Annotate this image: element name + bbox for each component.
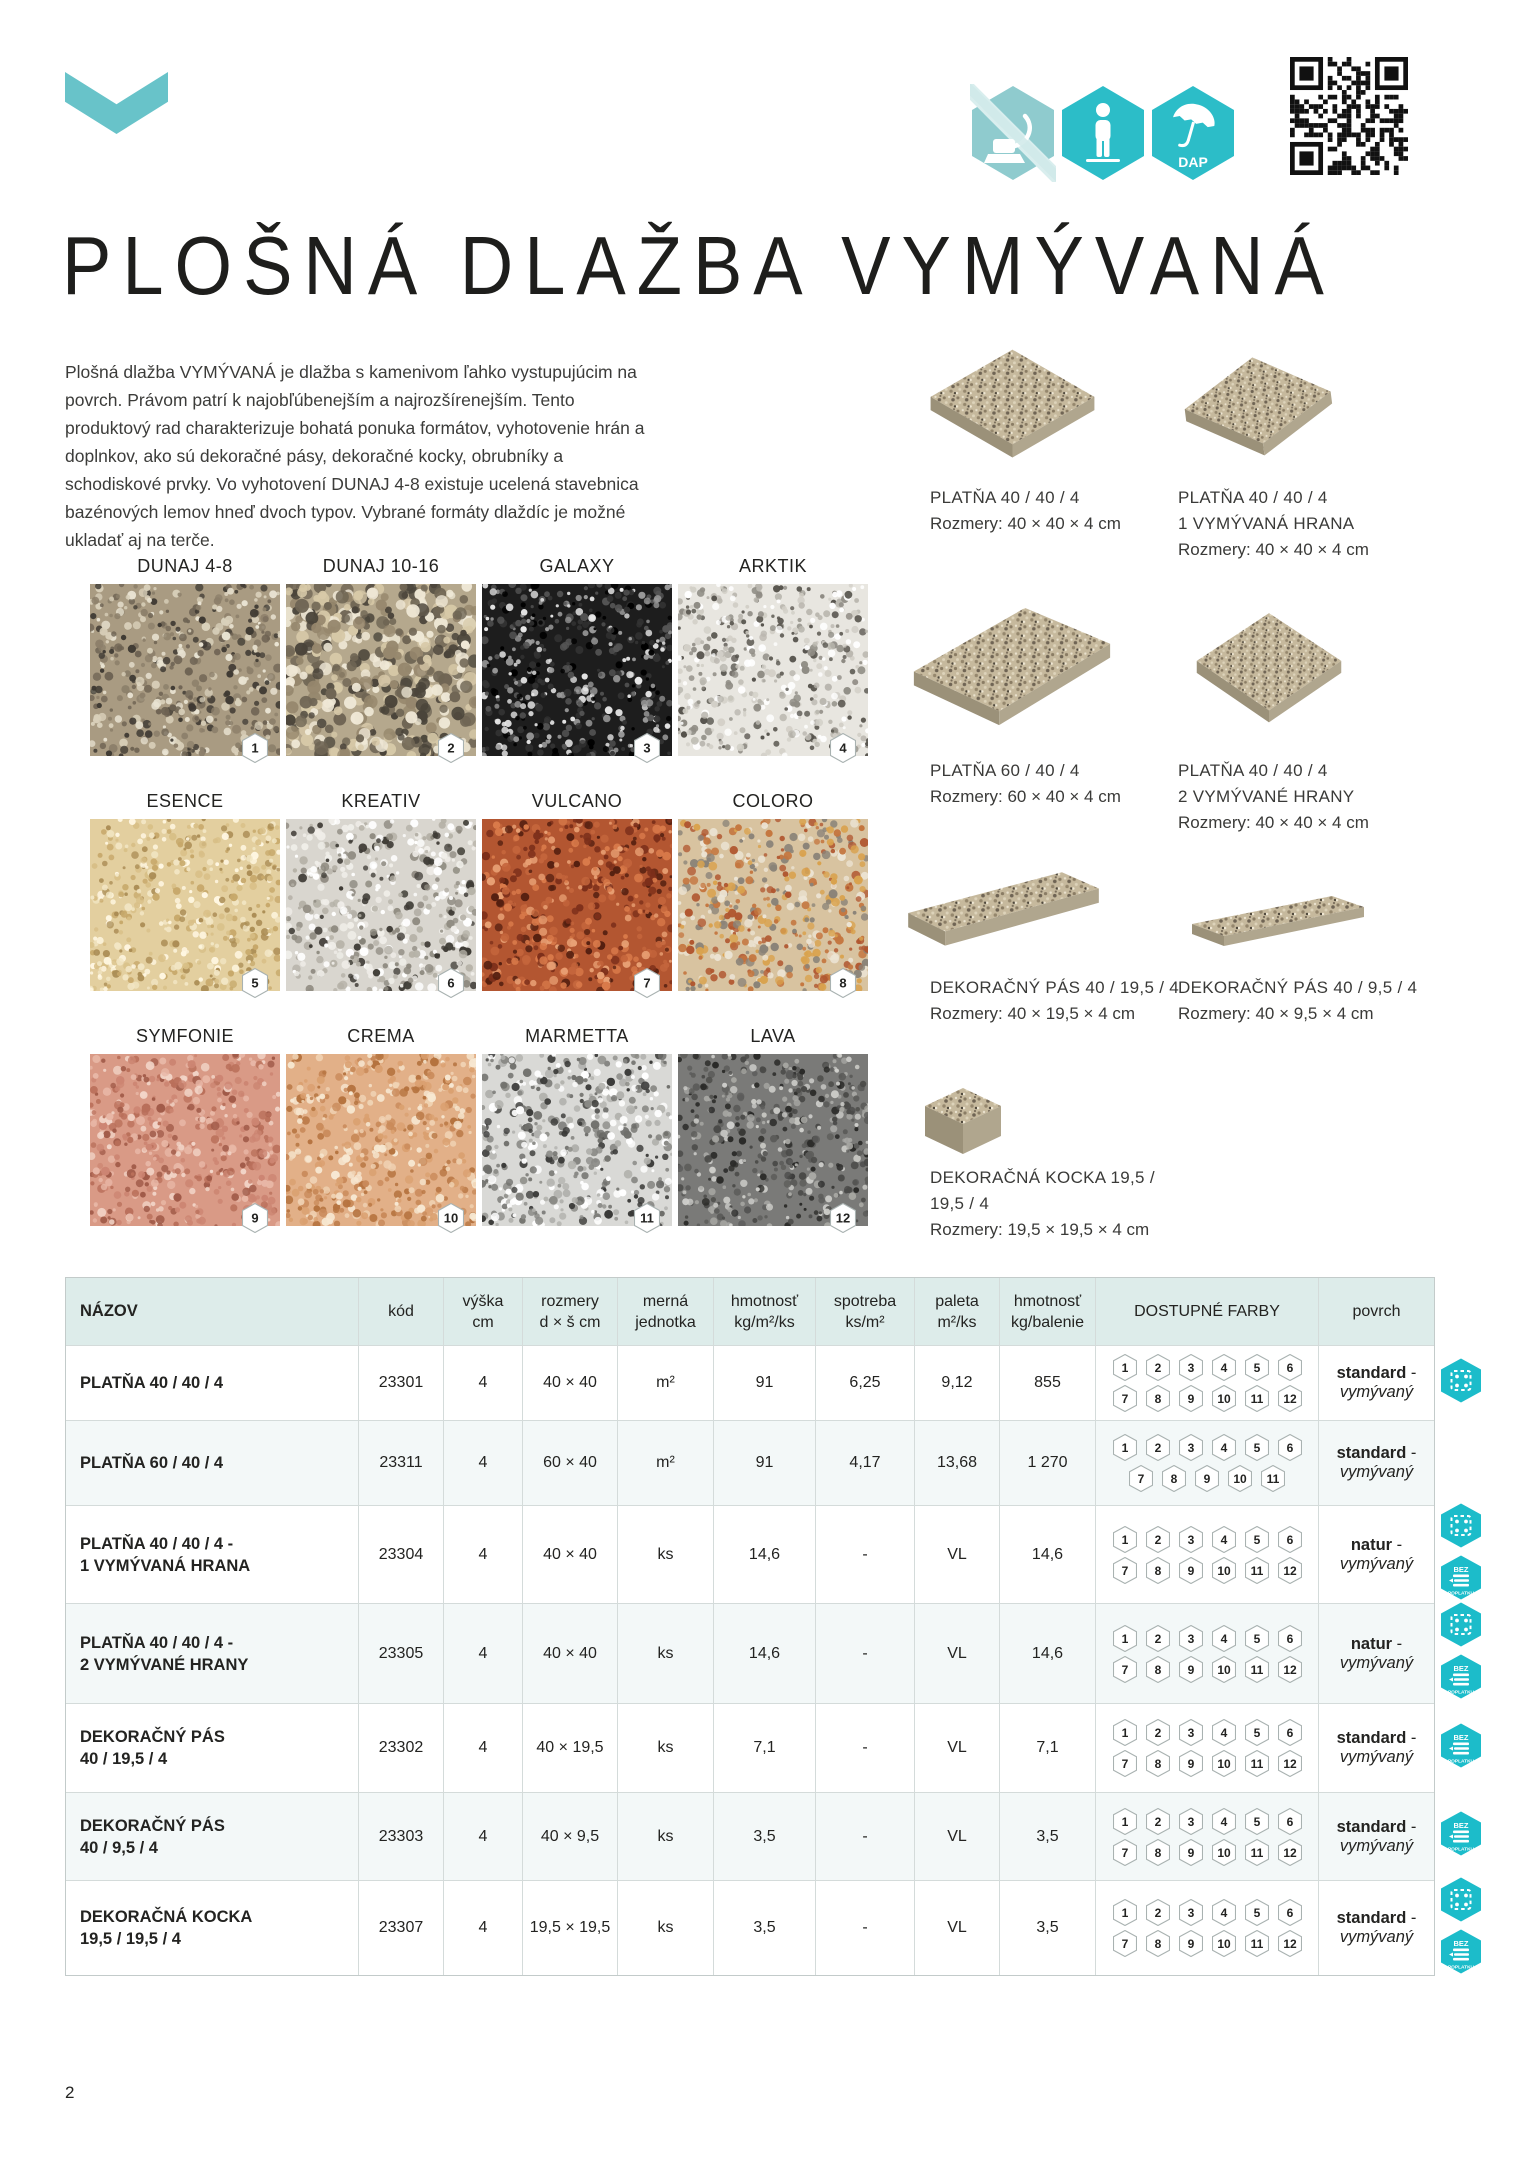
cell-product-name: DEKORAČNÝ PÁS 40 / 19,5 / 4 <box>66 1703 359 1792</box>
cell-available-colors <box>1096 1603 1319 1703</box>
swatch-label: ESENCE <box>146 791 224 811</box>
cell-available-colors <box>1096 1880 1319 1975</box>
dap-umbrella-icon <box>1150 84 1236 182</box>
cell-pack-weight: 7,1 <box>1000 1703 1096 1792</box>
swatch-number-badge <box>634 733 660 763</box>
qr-code <box>1290 57 1408 175</box>
swatch-texture <box>90 1054 280 1226</box>
cell-consumption: - <box>816 1880 915 1975</box>
table-row <box>66 1792 1434 1880</box>
table-header-cell: hmotnosť kg/balenie <box>1000 1278 1096 1345</box>
svg-text:3: 3 <box>643 740 651 756</box>
svg-text:8: 8 <box>839 975 847 991</box>
cell-pack-weight: 855 <box>1000 1345 1096 1420</box>
swatch-symfonie <box>90 1026 280 1226</box>
person-icon <box>1060 84 1146 182</box>
table-row <box>66 1703 1434 1792</box>
swatch-label: DUNAJ 10-16 <box>322 556 440 576</box>
product-name: PLATŇA 40 / 40 / 4 <box>1178 761 1328 780</box>
cell-available-colors <box>1096 1792 1319 1880</box>
row-feature-badges <box>1438 1792 1484 1880</box>
swatch-lava <box>678 1026 868 1226</box>
swatch-texture <box>90 584 280 756</box>
cell-pallet: VL <box>915 1792 1000 1880</box>
cell-code: 23301 <box>359 1345 444 1420</box>
table-header-cell: merná jednotka <box>618 1278 714 1345</box>
cell-unit: m² <box>618 1345 714 1420</box>
swatch-number-badge <box>634 1203 660 1233</box>
svg-text:6: 6 <box>447 975 455 991</box>
cell-unit: m² <box>618 1420 714 1505</box>
swatch-texture <box>482 584 672 756</box>
cell-surface: standard - vymývaný <box>1319 1792 1434 1880</box>
table-header-cell: kód <box>359 1278 444 1345</box>
product-name: PLATŇA 40 / 40 / 4 <box>930 488 1080 507</box>
cell-code: 23302 <box>359 1703 444 1792</box>
swatch-crema <box>286 1026 476 1226</box>
cell-surface: natur - vymývaný <box>1319 1505 1434 1603</box>
cell-weight: 14,6 <box>714 1505 816 1603</box>
table-header-cell: paleta m²/ks <box>915 1278 1000 1345</box>
cell-weight: 7,1 <box>714 1703 816 1792</box>
cell-weight: 91 <box>714 1420 816 1505</box>
row-feature-badges <box>1438 1505 1484 1603</box>
cell-unit: ks <box>618 1703 714 1792</box>
swatch-label: SYMFONIE <box>135 1026 234 1046</box>
page-number: 2 <box>65 2083 75 2102</box>
svg-text:9: 9 <box>251 1210 259 1226</box>
cell-unit: ks <box>618 1603 714 1703</box>
color-swatch-grid <box>90 556 868 1226</box>
product-dimensions: Rozmery: 40 × 40 × 4 cm <box>1178 813 1369 832</box>
cell-dimensions: 40 × 40 <box>523 1345 618 1420</box>
cell-dimensions: 60 × 40 <box>523 1420 618 1505</box>
cell-surface: standard - vymývaný <box>1319 1880 1434 1975</box>
row-feature-badges <box>1438 1345 1484 1420</box>
cell-pallet: VL <box>915 1603 1000 1703</box>
product-name: DEKORAČNÁ KOCKA 19,5 / 19,5 / 4 <box>930 1168 1155 1213</box>
cell-weight: 14,6 <box>714 1603 816 1703</box>
swatch-esence <box>90 791 280 991</box>
page-title: PLOŠNÁ DLAŽBA VYMÝVANÁ <box>62 219 1335 313</box>
product-name: PLATŇA 40 / 40 / 4 <box>1178 488 1328 507</box>
swatch-label: ARKTIK <box>738 556 807 576</box>
product-dimensions: Rozmery: 40 × 40 × 4 cm <box>1178 540 1369 559</box>
swatch-label: COLORO <box>732 791 814 811</box>
product-photo-slab-diamond <box>1185 608 1353 736</box>
swatch-texture <box>678 819 868 991</box>
swatch-texture <box>482 819 672 991</box>
cell-pallet: VL <box>915 1505 1000 1603</box>
cell-product-name: PLATŇA 40 / 40 / 4 - 2 VYMÝVANÉ HRANY <box>66 1603 359 1703</box>
cell-dimensions: 19,5 × 19,5 <box>523 1880 618 1975</box>
product-dimensions: Rozmery: 60 × 40 × 4 cm <box>930 787 1121 806</box>
swatch-number-badge <box>634 968 660 998</box>
cell-pack-weight: 14,6 <box>1000 1505 1096 1603</box>
swatch-texture <box>286 1054 476 1226</box>
cell-code: 23303 <box>359 1792 444 1880</box>
product-dimensions: Rozmery: 40 × 9,5 × 4 cm <box>1178 1004 1374 1023</box>
cell-dimensions: 40 × 40 <box>523 1603 618 1703</box>
swatch-kreativ <box>286 791 476 991</box>
table-row <box>66 1420 1434 1505</box>
table-row <box>66 1880 1434 1975</box>
swatch-marmetta <box>482 1026 672 1226</box>
cell-surface: standard - vymývaný <box>1319 1703 1434 1792</box>
swatch-texture <box>286 819 476 991</box>
swatch-label: LAVA <box>750 1026 796 1046</box>
product-caption <box>1178 485 1428 563</box>
pedestal-laying-badge-icon <box>1440 1358 1482 1408</box>
cell-code: 23304 <box>359 1505 444 1603</box>
cell-unit: ks <box>618 1505 714 1603</box>
cell-consumption: - <box>816 1603 915 1703</box>
swatch-label: VULCANO <box>531 791 623 811</box>
swatch-dunaj-10-16 <box>286 556 476 756</box>
swatch-texture <box>90 819 280 991</box>
cell-code: 23305 <box>359 1603 444 1703</box>
swatch-vulcano <box>482 791 672 991</box>
cell-pallet: 13,68 <box>915 1420 1000 1505</box>
product-dimensions: Rozmery: 40 × 19,5 × 4 cm <box>930 1004 1136 1023</box>
cell-pallet: VL <box>915 1703 1000 1792</box>
cell-code: 23307 <box>359 1880 444 1975</box>
row-feature-badges <box>1438 1880 1484 1975</box>
product-caption <box>930 758 1180 810</box>
product-dimensions: Rozmery: 40 × 40 × 4 cm <box>930 514 1121 533</box>
row-feature-badges <box>1438 1603 1484 1703</box>
cell-height: 4 <box>444 1703 523 1792</box>
table-row <box>66 1603 1434 1703</box>
swatch-number-badge <box>830 1203 856 1233</box>
cell-pack-weight: 3,5 <box>1000 1792 1096 1880</box>
product-name: DEKORAČNÝ PÁS 40 / 19,5 / 4 <box>930 978 1180 997</box>
cell-pallet: VL <box>915 1880 1000 1975</box>
swatch-number-badge <box>242 1203 268 1233</box>
cell-height: 4 <box>444 1880 523 1975</box>
cell-surface: standard - vymývaný <box>1319 1420 1434 1505</box>
cell-unit: ks <box>618 1792 714 1880</box>
cell-dimensions: 40 × 40 <box>523 1505 618 1603</box>
cell-pack-weight: 1 270 <box>1000 1420 1096 1505</box>
cell-height: 4 <box>444 1420 523 1505</box>
product-photo-strip <box>900 862 1105 964</box>
product-photo-slab-square <box>915 342 1110 484</box>
product-photo-strip-narrow <box>1182 888 1372 953</box>
cell-pack-weight: 3,5 <box>1000 1880 1096 1975</box>
swatch-label: DUNAJ 4-8 <box>137 556 233 576</box>
swatch-label: CREMA <box>347 1026 415 1046</box>
product-photo-slab-tilt <box>1172 350 1347 480</box>
cell-consumption: - <box>816 1505 915 1603</box>
product-name: PLATŇA 60 / 40 / 4 <box>930 761 1080 780</box>
swatch-galaxy <box>482 556 672 756</box>
swatch-label: KREATIV <box>341 791 421 811</box>
cell-consumption: 4,17 <box>816 1420 915 1505</box>
no-fee-badge-icon <box>1440 1811 1482 1861</box>
table-row <box>66 1345 1434 1420</box>
no-fee-badge-icon <box>1440 1723 1482 1773</box>
cell-product-name: DEKORAČNÝ PÁS 40 / 9,5 / 4 <box>66 1792 359 1880</box>
product-photo-cube <box>921 1082 1006 1160</box>
swatch-number-badge <box>830 733 856 763</box>
feature-badges-column <box>1438 1277 1484 1975</box>
cell-pack-weight: 14,6 <box>1000 1603 1096 1703</box>
spec-table <box>65 1277 1435 1976</box>
svg-text:5: 5 <box>251 975 259 991</box>
swatch-texture <box>482 1054 672 1226</box>
cell-code: 23311 <box>359 1420 444 1505</box>
cell-weight: 3,5 <box>714 1880 816 1975</box>
product-caption <box>930 1165 1180 1243</box>
swatch-dunaj-4-8 <box>90 556 280 756</box>
swatch-texture <box>678 1054 868 1226</box>
cell-height: 4 <box>444 1345 523 1420</box>
table-row <box>66 1505 1434 1603</box>
swatch-number-badge <box>438 968 464 998</box>
row-feature-badges <box>1438 1703 1484 1792</box>
cell-available-colors <box>1096 1420 1319 1505</box>
cell-product-name: PLATŇA 40 / 40 / 4 <box>66 1345 359 1420</box>
cell-weight: 91 <box>714 1345 816 1420</box>
pedestal-laying-badge-icon <box>1440 1877 1482 1927</box>
cell-dimensions: 40 × 9,5 <box>523 1792 618 1880</box>
svg-text:4: 4 <box>839 740 847 756</box>
no-fee-badge-icon <box>1440 1929 1482 1979</box>
swatch-number-badge <box>830 968 856 998</box>
product-dimensions: Rozmery: 19,5 × 19,5 × 4 cm <box>930 1220 1150 1239</box>
cell-product-name: DEKORAČNÁ KOCKA 19,5 / 19,5 / 4 <box>66 1880 359 1975</box>
cell-dimensions: 40 × 19,5 <box>523 1703 618 1792</box>
swatch-label: MARMETTA <box>525 1026 629 1046</box>
table-header-cell: rozmery d × š cm <box>523 1278 618 1345</box>
svg-text:2: 2 <box>447 740 455 756</box>
brand-chevron-logo <box>65 72 168 134</box>
table-header-cell: hmotnosť kg/m²/ks <box>714 1278 816 1345</box>
product-edge-note: 2 VYMÝVANÉ HRANY <box>1178 787 1355 806</box>
cell-height: 4 <box>444 1603 523 1703</box>
cell-consumption: 6,25 <box>816 1345 915 1420</box>
product-photo-slab-wide <box>898 596 1126 750</box>
table-header-cell: výška cm <box>444 1278 523 1345</box>
table-header-row <box>66 1278 1434 1345</box>
cell-pallet: 9,12 <box>915 1345 1000 1420</box>
cell-weight: 3,5 <box>714 1792 816 1880</box>
svg-text:DAP: DAP <box>1178 154 1208 170</box>
table-header-cell: NÁZOV <box>66 1278 359 1345</box>
no-fee-badge-icon <box>1440 1555 1482 1605</box>
cell-surface: natur - vymývaný <box>1319 1603 1434 1703</box>
pedestal-laying-badge-icon <box>1440 1602 1482 1652</box>
cell-surface: standard - vymývaný <box>1319 1345 1434 1420</box>
cell-height: 4 <box>444 1792 523 1880</box>
no-compactor-icon <box>970 84 1056 182</box>
cell-unit: ks <box>618 1880 714 1975</box>
pedestal-laying-badge-icon <box>1440 1503 1482 1553</box>
svg-text:1: 1 <box>251 740 259 756</box>
swatch-number-badge <box>242 733 268 763</box>
cell-consumption: - <box>816 1703 915 1792</box>
cell-product-name: PLATŇA 40 / 40 / 4 - 1 VYMÝVANÁ HRANA <box>66 1505 359 1603</box>
no-fee-badge-icon <box>1440 1654 1482 1704</box>
product-caption <box>930 485 1180 537</box>
product-caption <box>1178 975 1428 1027</box>
swatch-texture <box>678 584 868 756</box>
cell-height: 4 <box>444 1505 523 1603</box>
table-header-cell: DOSTUPNÉ FARBY <box>1096 1278 1319 1345</box>
swatch-texture <box>286 584 476 756</box>
cell-available-colors <box>1096 1703 1319 1792</box>
product-caption <box>930 975 1180 1027</box>
table-header-cell: spotreba ks/m² <box>816 1278 915 1345</box>
table-header-cell: povrch <box>1352 1303 1401 1320</box>
cell-consumption: - <box>816 1792 915 1880</box>
swatch-number-badge <box>242 968 268 998</box>
swatch-number-badge <box>438 733 464 763</box>
cell-product-name: PLATŇA 60 / 40 / 4 <box>66 1420 359 1505</box>
product-edge-note: 1 VYMÝVANÁ HRANA <box>1178 514 1355 533</box>
swatch-arktik <box>678 556 868 756</box>
product-caption <box>1178 758 1428 836</box>
product-name: DEKORAČNÝ PÁS 40 / 9,5 / 4 <box>1178 978 1418 997</box>
swatch-label: GALAXY <box>539 556 615 576</box>
swatch-number-badge <box>438 1203 464 1233</box>
intro-paragraph: Plošná dlažba VYMÝVANÁ je dlažba s kamenivom ľahko vystupujúcim na povrch. Právom patrí k najobľúbenejším a najrozšírenejším. Tento produktový rad charakterizuje bohatá ponuka formátov, vyhotovenie hrán a doplnkov, ako sú dekoračné pásy, dekoračné kocky, obrubníky a schodiskové prvky. Vo vyhotovení DUNAJ 4-8 existuje ucelená stavebnica bazénových lemov hneď dvoch typov. Vybrané formáty dlaždíc je možné ukladať aj na terče. <box>65 362 645 550</box>
svg-text:7: 7 <box>643 975 651 991</box>
cell-available-colors <box>1096 1345 1319 1420</box>
cell-available-colors <box>1096 1505 1319 1603</box>
swatch-coloro <box>678 791 868 991</box>
